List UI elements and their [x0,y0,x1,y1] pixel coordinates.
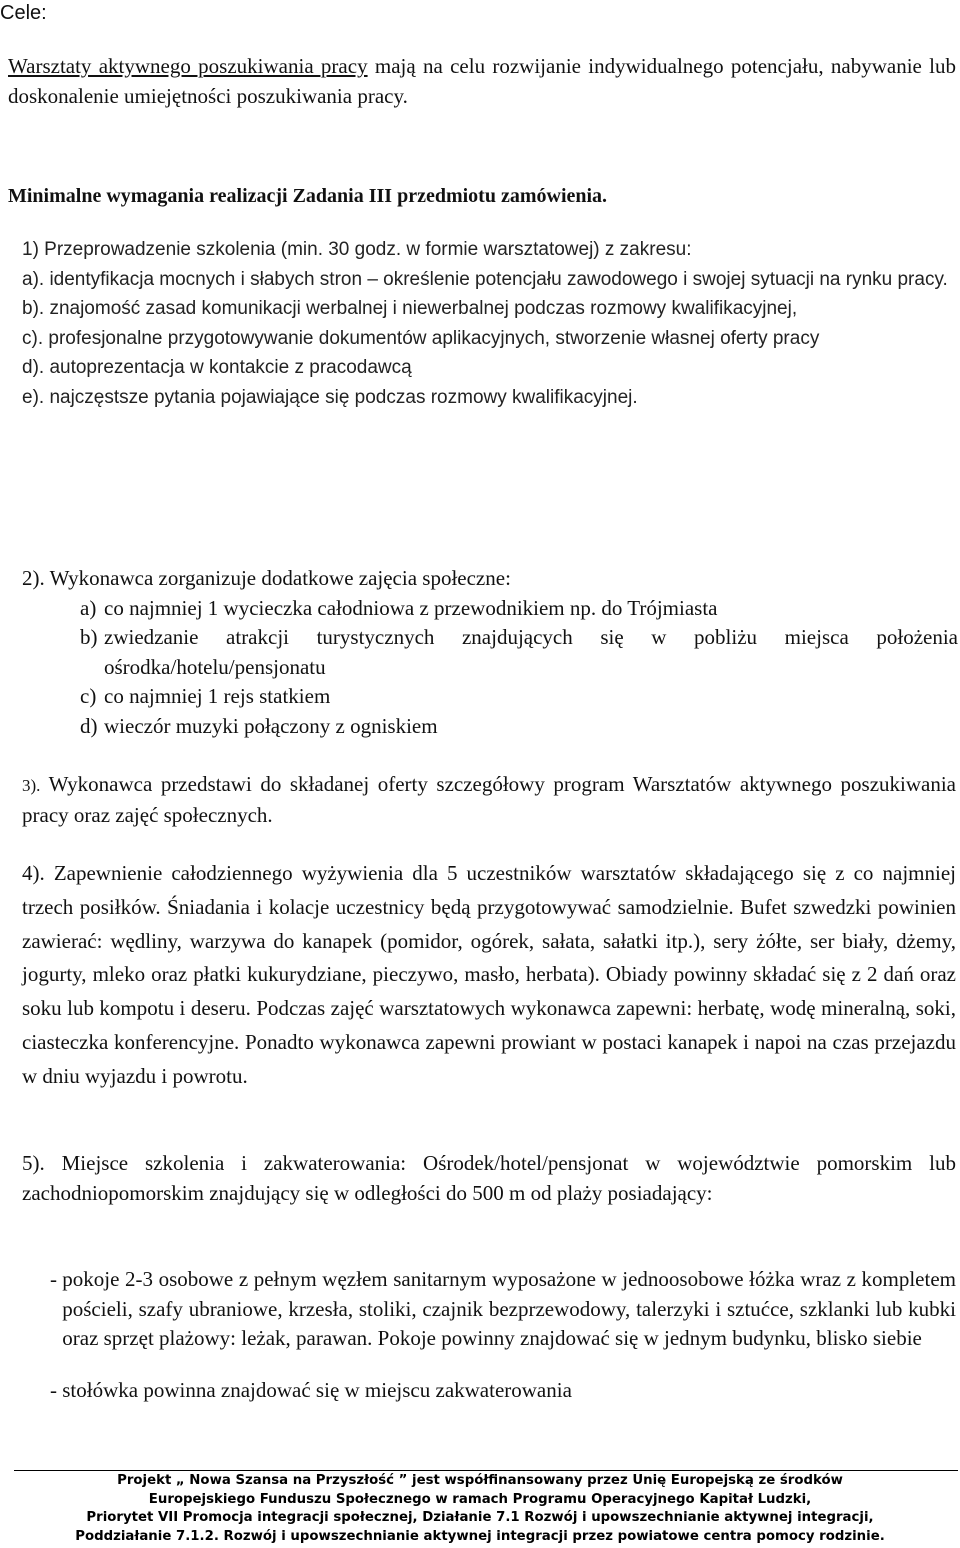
item2-section [22,564,958,741]
item5-paragraph: 5). Miejsce szkolenia i zakwaterowania: Ośrodek/hotel/pensjonat w województwie pomorskim lub zachodniopomorskim znajdujący się w odległości do 500 m od plaży posiadający: [22,1151,956,1205]
footer-divider [14,1470,958,1471]
item2-subitem-b [80,623,958,682]
item1-subitem-c [22,324,958,354]
amenities-list [50,1265,956,1405]
subitem-text: autoprezentacja w kontakcie z pracodawcą [49,357,412,378]
footer-line: Projekt „ Nowa Szansa na Przyszłość ” jest współfinansowany przez Unię Europejską ze środków [117,1473,843,1488]
subitem-marker: b). [22,298,50,319]
footer-funding-note [0,1472,960,1546]
item1-subitem-d [22,353,958,383]
subitem-marker: c) [80,684,97,708]
goals-paragraph [8,52,956,111]
item2-subitem-c [80,682,958,712]
subitem-text: wieczór muzyki połączony z ogniskiem [104,713,438,738]
item1-intro: 1) Przeprowadzenie szkolenia (min. 30 godz. w formie warsztatowej) z zakresu: [22,239,692,260]
amenity-bullet-canteen [50,1376,956,1406]
section-heading-cele: Cele: [0,2,47,24]
item2-intro: 2). Wykonawca zorganizuje dodatkowe zajęcia społeczne: [22,566,511,590]
item1-section [22,235,958,412]
goals-text: mają na celu rozwijanie indywidualnego potencjału, nabywanie lub doskonalenie umiejętności poszukiwania pracy. [8,54,956,108]
bullet-dash: - [50,1267,63,1291]
subitem-text: znajomość zasad komunikacji werbalnej i niewerbalnej podczas rozmowy kwalifikacyjnej, [49,298,798,319]
item2-subitem-a [80,594,958,624]
subitem-text: profesjonalne przygotowywanie dokumentów aplikacyjnych, stworzenie własnej oferty pracy [48,327,820,349]
subitem-marker: c). [22,327,49,349]
subitem-text: zwiedzanie atrakcji turystycznych znajdujących się w pobliżu miejsca położenia ośrodka/hotelu/pensjonatu [104,625,958,679]
item3-text: Wykonawca przedstawi do składanej oferty szczegółowy program Warsztatów aktywnego poszukiwania pracy oraz zajęć społecznych. [22,772,956,827]
subitem-text: identyfikacja mocnych i słabych stron – określenie potencjału zawodowego i swojej sytuacji na rynku pracy. [49,268,948,290]
item1-subitem-b [22,294,958,324]
bullet-dash: - [50,1377,63,1402]
subitem-text: najczęstsze pytania pojawiające się podczas rozmowy kwalifikacyjnej. [49,386,638,408]
item2-subitem-d [80,712,958,742]
item3-paragraph [22,770,956,830]
footer-line: Europejskiego Funduszu Społecznego w ramach Programu Operacyjnego Kapitał Ludzki, [148,1491,812,1507]
amenity-bullet-rooms [50,1265,956,1354]
item1-subitem-e [22,383,958,413]
bullet-text: stołówka powinna znajdować się w miejscu zakwaterowania [62,1377,572,1402]
subitem-marker: a) [80,595,97,620]
requirements-title: Minimalne wymagania realizacji Zadania III przedmiotu zamówienia. [8,185,608,207]
footer-line: Poddziałanie 7.1.2. Rozwój i upowszechnianie aktywnej integracji przez powiatowe centra pomocy rodzinie. [75,1528,885,1544]
item1-subitem-a [22,265,958,295]
subitem-marker: a). [22,268,50,290]
footer-line: Priorytet VII Promocja integracji społecznej, Działanie 7.1 Rozwój i upowszechnianie aktywnej integracji, [86,1510,874,1525]
subitem-marker: b) [80,625,98,649]
subitem-marker: d) [80,713,98,738]
subitem-text: co najmniej 1 rejs statkiem [104,684,331,708]
subitem-marker: d). [22,357,50,378]
subitem-text: co najmniej 1 wycieczka całodniowa z przewodnikiem np. do Trójmiasta [104,595,718,620]
subitem-marker: e). [22,386,50,408]
item3-number: 3). [22,776,41,795]
goals-link-text: Warsztaty aktywnego poszukiwania pracy [8,54,368,78]
bullet-text: pokoje 2-3 osobowe z pełnym węzłem sanitarnym wyposażone w jednoosobowe łóżka wraz z kompletem pościeli, szafy ubraniowe, krzesła, stoliki, czajnik bezprzewodowy, talerzyki i sztućce, szklanki lub kubki oraz sprzęt plażowy: leżak, parawan. Pokoje powinny znajdować się w jednym budynku, blisko siebie [62,1267,956,1350]
item4-paragraph: 4). Zapewnienie całodziennego wyżywienia dla 5 uczestników warsztatów składającego się z co najmniej trzech posiłków. Śniadania i kolacje uczestnicy będą przygotowywać samodzielnie. Bufet szwedzki powinien zawierać: wędliny, warzywa do kanapek (pomidor, ogórek, sałata, sałatki itp.), sery żółte, ser biały, dżemy, jogurty, mleko oraz płatki kukurydziane, pieczywo, masło, herbata). Obiady powinny składać się z 2 dań oraz soku lub kompotu i deseru. Podczas zajęć warsztatowych wykonawca zapewni: herbatę, wodę mineralną, soki, ciasteczka konferencyjne. Ponadto wykonawca zapewni prowiant w postaci kanapek i napoi na czas przejazdu w dniu wyjazdu i powrotu. [22,861,956,1088]
